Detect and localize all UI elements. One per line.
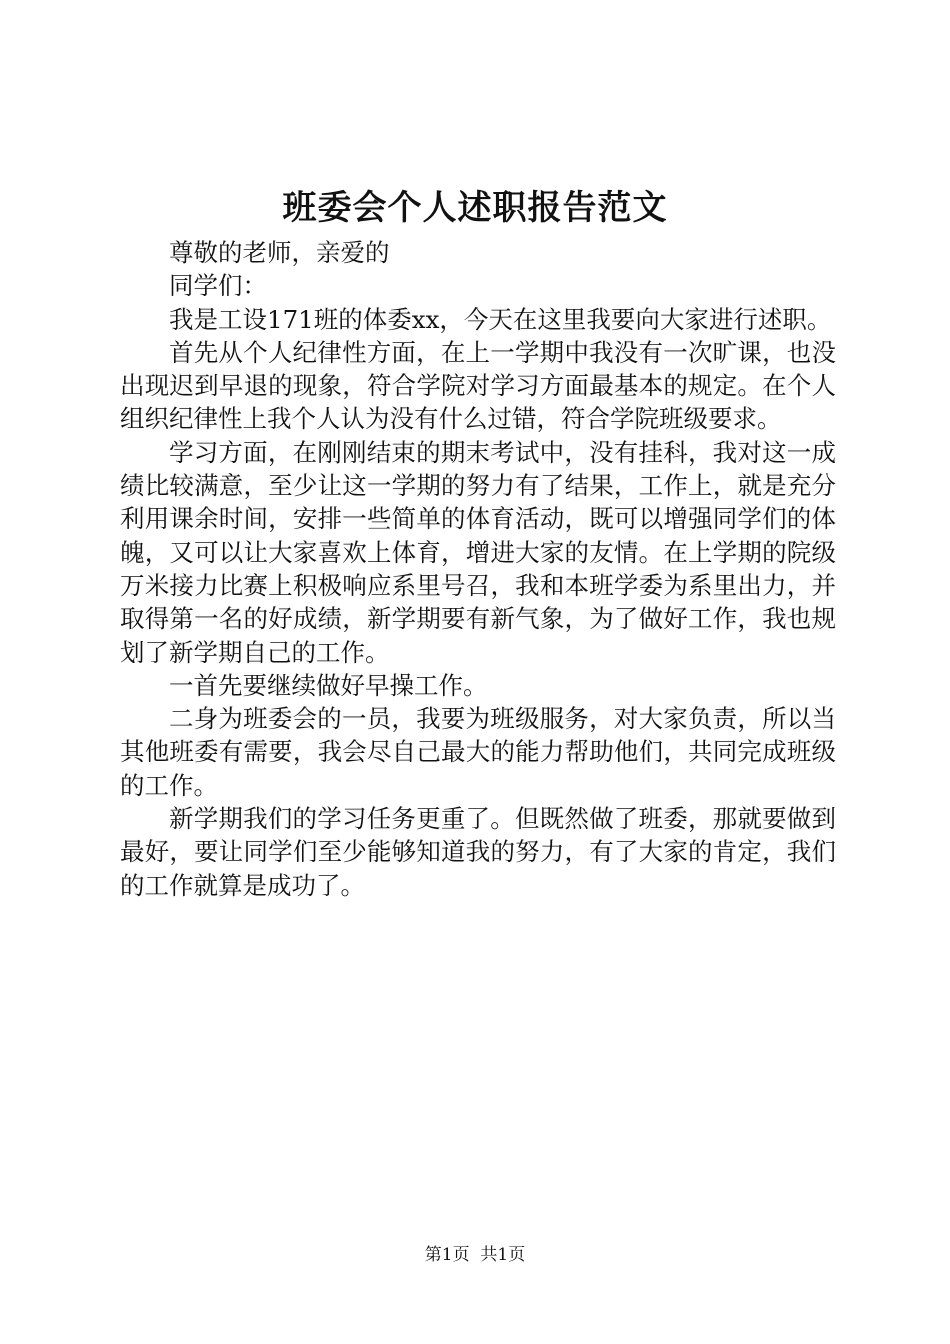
paragraph-study-and-work: 学习方面，在刚刚结束的期末考试中，没有挂科，我对这一成绩比较满意，至少让这一学期的努力有了结果，工作上，就是充分利用课余时间，安排一些简单的体育活动，既可以增强同学们的体魄，又可以让大家喜欢上体育，增进大家的友情。在上学期的院级万米接力比赛上积极响应系里号召，我和本班学委为系里出力，并取得第一名的好成绩，新学期要有新气象，为了做好工作，我也规划了新学期自己的工作。 [120,437,836,667]
paragraph-salutation: 尊敬的老师，亲爱的 [169,238,390,267]
paragraph-discipline: 首先从个人纪律性方面，在上一学期中我没有一次旷课，也没出现迟到早退的现象，符合学院对学习方面最基本的规定。在个人组织纪律性上我个人认为没有什么过错，符合学院班级要求。 [120,337,836,434]
paragraph-salutation-continued: 同学们： [169,271,267,301]
paragraph-introduction: 我是工设171班的体委xx，今天在这里我要向大家进行述职。 [169,304,832,334]
paragraph-conclusion: 新学期我们的学习任务更重了。但既然做了班委，那就要做到最好，要让同学们至少能够知道我的努力，有了大家的肯定，我们的工作就算是成功了。 [120,804,836,900]
page-number-footer: 第1页 共1页 [424,1245,526,1265]
document-body [120,236,836,902]
paragraph-plan-two: 二身为班委会的一员，我要为班级服务，对大家负责，所以当其他班委有需要，我会尽自己最大的能力帮助他们，共同完成班级的工作。 [120,704,836,800]
paragraph-plan-one: 一首先要继续做好早操工作。 [169,670,488,700]
document-title: 班委会个人述职报告范文 [282,188,668,228]
